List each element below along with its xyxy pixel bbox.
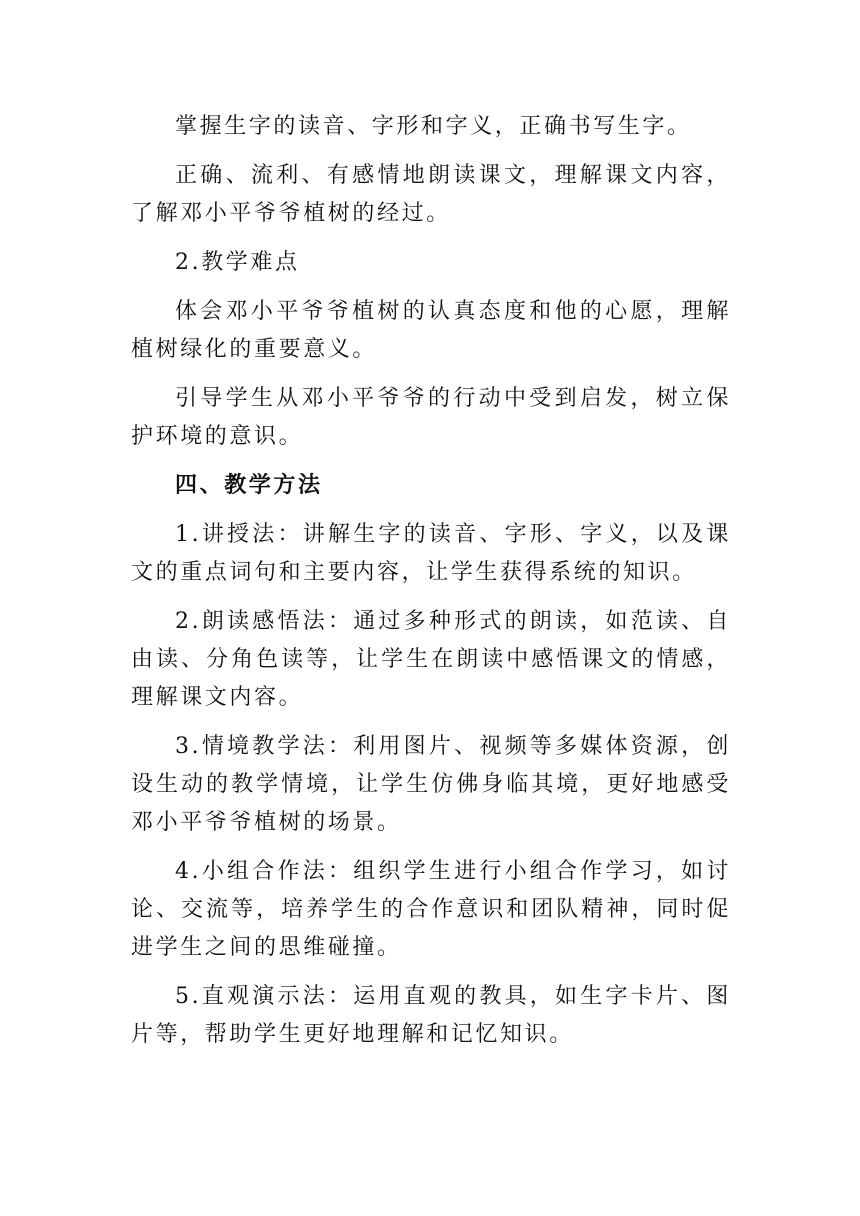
section-heading-teaching-methods: 四、教学方法 [175,473,323,498]
method-group-cooperation: 4.小组合作法：组织学生进行小组合作学习，如讨论、交流等，培养学生的合作意识和团队精神，同时促进学生之间的思维碰撞。 [131,859,731,960]
subheading-teaching-difficulties: 2.教学难点 [175,250,300,275]
document-body [131,108,731,1065]
paragraph-environment-awareness: 引导学生从邓小平爷爷的行动中受到启发，树立保护环境的意识。 [131,386,731,449]
paragraph-read-aloud: 正确、流利、有感情地朗读课文，理解课文内容，了解邓小平爷爷植树的经过。 [131,163,731,226]
paragraph-understand-attitude: 体会邓小平爷爷植树的认真态度和他的心愿，理解植树绿化的重要意义。 [131,299,731,362]
method-visual-demonstration: 5.直观演示法：运用直观的教具，如生字卡片、图片等，帮助学生更好地理解和记忆知识。 [131,984,731,1047]
method-lecture: 1.讲授法：讲解生字的读音、字形、字义，以及课文的重点词句和主要内容，让学生获得系统的知识。 [131,522,731,585]
method-situational-teaching: 3.情境教学法：利用图片、视频等多媒体资源，创设生动的教学情境，让学生仿佛身临其境，更好地感受邓小平爷爷植树的场景。 [131,734,731,835]
paragraph-master-characters: 掌握生字的读音、字形和字义，正确书写生字。 [175,114,692,139]
method-reading-comprehension: 2.朗读感悟法：通过多种形式的朗读，如范读、自由读、分角色读等，让学生在朗读中感悟课文的情感，理解课文内容。 [131,609,731,710]
